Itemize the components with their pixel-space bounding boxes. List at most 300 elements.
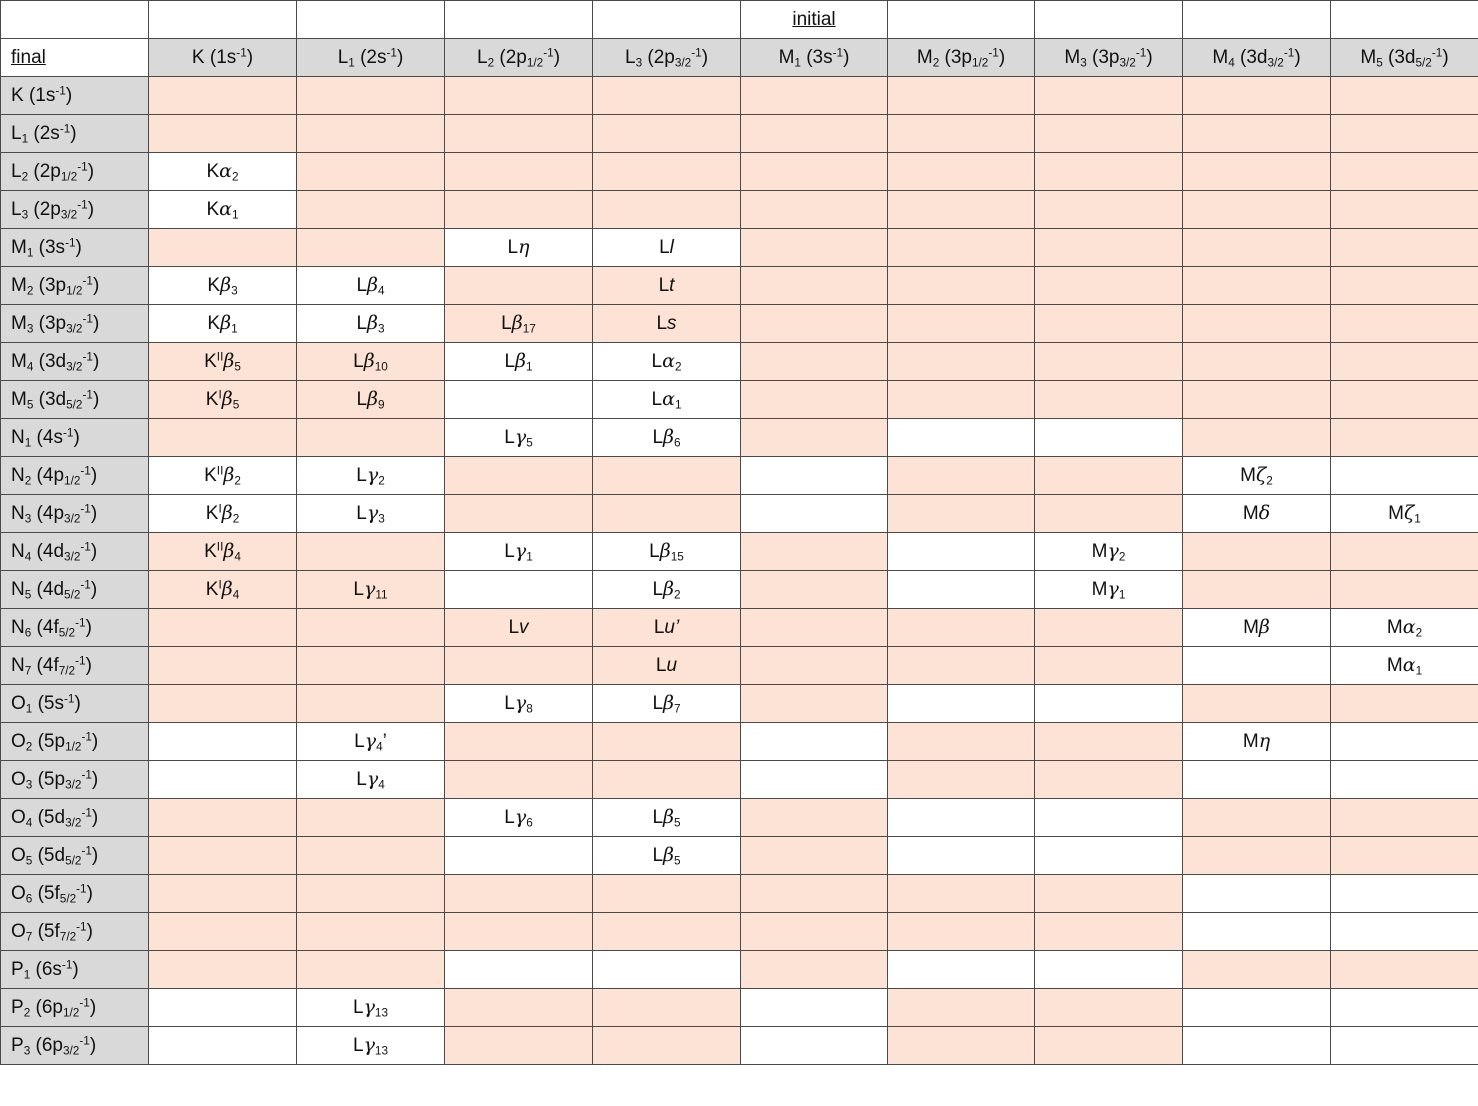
orbital: (3d — [33, 350, 67, 372]
line-superscript: II — [216, 540, 224, 554]
greek-letter: γ — [364, 578, 376, 600]
orbital-close: ) — [91, 730, 99, 752]
shell-name: N — [11, 426, 25, 448]
orbital-subscript: 5/2 — [65, 853, 82, 867]
line-letter: t — [669, 274, 675, 296]
transition-line-label — [652, 427, 680, 448]
orbital: (5d — [32, 844, 66, 866]
transition-line-label — [659, 237, 674, 258]
line-letter: u — [666, 654, 678, 676]
transition-cell — [297, 229, 445, 267]
transition-cell — [1183, 495, 1331, 533]
row-header — [1, 875, 149, 913]
transition-cell — [741, 951, 888, 989]
line-subscript: 5 — [526, 436, 533, 450]
greek-letter: δ — [1258, 502, 1271, 524]
line-series: L — [659, 236, 670, 258]
line-series: M — [1243, 617, 1259, 638]
transition-cell — [741, 609, 888, 647]
transition-cell — [149, 495, 297, 533]
table-row — [1, 343, 1478, 381]
greek-letter: β — [220, 274, 232, 296]
line-subscript: 5 — [674, 854, 681, 868]
orbital-superscript: -1 — [64, 692, 75, 706]
shell-subscript: 3 — [26, 321, 34, 335]
line-series: K — [207, 275, 221, 296]
transition-cell — [297, 343, 445, 381]
orbital-superscript: -1 — [80, 464, 91, 478]
greek-letter: β — [515, 350, 526, 372]
greek-letter: γ — [366, 502, 379, 524]
transition-cell — [1035, 761, 1183, 799]
shell-name: L — [476, 46, 488, 68]
orbital-superscript: -1 — [79, 996, 90, 1010]
line-series: L — [651, 351, 663, 372]
transition-cell — [888, 381, 1035, 419]
transition-cell — [888, 457, 1035, 495]
transition-cell — [1183, 115, 1331, 153]
table-row — [1, 913, 1478, 951]
line-subscript: 2 — [378, 474, 385, 488]
shell-subscript: 2 — [932, 55, 940, 69]
row-header — [1, 381, 149, 419]
transition-cell — [149, 533, 297, 571]
transition-cell — [149, 229, 297, 267]
shell-name: P — [11, 1034, 24, 1056]
transition-cell — [149, 153, 297, 191]
transition-cell — [1331, 533, 1478, 571]
transition-cell — [297, 913, 445, 951]
greek-letter: β — [220, 312, 232, 334]
transition-cell — [297, 381, 445, 419]
transition-cell — [593, 153, 741, 191]
transition-cell — [445, 115, 593, 153]
greek-letter: α — [662, 350, 675, 372]
transition-line-label — [356, 769, 384, 790]
table-row — [1, 723, 1478, 761]
shell-name: M — [11, 388, 27, 410]
transition-cell — [297, 153, 445, 191]
greek-letter: γ — [366, 464, 379, 486]
transition-cell — [1035, 229, 1183, 267]
greek-letter: γ — [366, 768, 379, 790]
line-series: L — [653, 616, 665, 638]
line-series: L — [652, 845, 664, 866]
line-subscript: 2 — [1266, 474, 1273, 488]
transition-line-label — [356, 313, 384, 334]
table-row — [1, 837, 1478, 875]
transition-cell — [445, 305, 593, 343]
transition-cell — [888, 609, 1035, 647]
transition-cell — [1035, 951, 1183, 989]
transition-line-label — [353, 579, 387, 600]
line-series: L — [507, 237, 519, 258]
line-series: K — [205, 579, 219, 600]
transition-line-label — [353, 351, 388, 372]
orbital-close: ) — [73, 426, 80, 448]
orbital: (3d — [1382, 46, 1416, 68]
row-header — [1, 457, 149, 495]
orbital-superscript: -1 — [80, 502, 91, 516]
shell-subscript: 4 — [1228, 55, 1235, 69]
transition-cell — [1183, 875, 1331, 913]
orbital: (2p — [28, 160, 61, 182]
shell-name: N — [11, 464, 25, 486]
table-row — [1, 115, 1478, 153]
header-row-initial — [1, 1, 1478, 39]
line-subscript: 7 — [674, 702, 681, 716]
transition-cell — [593, 305, 741, 343]
transition-cell — [741, 533, 888, 571]
shell-subscript: 3 — [25, 777, 33, 791]
orbital: (2p — [494, 46, 527, 68]
transition-cell — [297, 837, 445, 875]
orbital: (5f — [32, 882, 60, 904]
line-series: M — [1242, 503, 1259, 524]
transition-cell — [593, 533, 741, 571]
transition-line-label — [353, 1035, 388, 1056]
line-subscript: 9 — [378, 398, 385, 412]
column-header-8 — [1183, 39, 1331, 77]
orbital: (5p — [32, 768, 66, 790]
transition-cell — [445, 343, 593, 381]
line-subscript: 5 — [674, 816, 681, 830]
orbital-subscript: 5/2 — [66, 397, 83, 411]
transition-cell — [1331, 609, 1478, 647]
line-series: M — [1240, 465, 1256, 486]
transition-cell — [445, 799, 593, 837]
line-prime: ’ — [382, 731, 387, 752]
transition-cell — [445, 723, 593, 761]
transition-cell — [1183, 761, 1331, 799]
transition-cell — [888, 343, 1035, 381]
line-series: M — [1388, 503, 1404, 524]
orbital-close: ) — [65, 84, 73, 106]
table-row — [1, 229, 1478, 267]
transition-cell — [741, 685, 888, 723]
greek-letter: γ — [363, 996, 375, 1018]
line-series: L — [651, 389, 663, 410]
transition-line-label — [652, 351, 682, 372]
row-header — [1, 799, 149, 837]
transition-cell — [445, 647, 593, 685]
transition-cell — [1183, 989, 1331, 1027]
orbital-close: ) — [92, 388, 100, 410]
shell-name: O — [11, 806, 26, 828]
orbital-subscript: 5/2 — [64, 587, 81, 601]
row-header — [1, 647, 149, 685]
shell-name: K — [11, 84, 24, 106]
table-row — [1, 381, 1478, 419]
table-row — [1, 685, 1478, 723]
transition-line-label — [652, 807, 680, 828]
shell-subscript: 3 — [21, 207, 29, 221]
orbital-subscript: 3/2 — [1119, 55, 1136, 69]
orbital-superscript: -1 — [1431, 46, 1443, 60]
transition-cell — [888, 989, 1035, 1027]
transition-line-label — [206, 161, 238, 182]
orbital: (6s — [30, 958, 62, 980]
orbital: (3d — [33, 388, 67, 410]
transition-cell — [149, 913, 297, 951]
line-series: L — [652, 427, 664, 448]
orbital: (3p — [1086, 46, 1120, 68]
orbital: (1s — [204, 46, 237, 68]
shell-name: L — [11, 198, 22, 220]
greek-letter: β — [363, 350, 375, 372]
orbital-subscript: 3/2 — [62, 1043, 80, 1057]
transition-cell — [297, 685, 445, 723]
row-header — [1, 837, 149, 875]
orbital-subscript: 3/2 — [64, 511, 81, 525]
transition-cell — [888, 419, 1035, 457]
orbital-subscript: 1/2 — [64, 473, 81, 487]
orbital-close: ) — [86, 882, 93, 904]
transition-line-label — [204, 541, 241, 562]
shell-subscript: 1 — [24, 435, 32, 449]
line-subscript: 1 — [231, 208, 239, 222]
orbital: (5s — [32, 692, 65, 714]
transition-cell — [888, 761, 1035, 799]
line-letter: s — [667, 312, 677, 334]
greek-letter: α — [662, 388, 675, 410]
orbital-subscript: 1/2 — [66, 283, 83, 297]
shell-name: M — [1360, 46, 1377, 68]
orbital-close: ) — [90, 540, 98, 562]
transition-cell — [1331, 153, 1478, 191]
line-subscript: 1 — [526, 550, 533, 564]
greek-letter: β — [221, 502, 233, 524]
orbital: (3p — [939, 46, 972, 68]
transition-cell — [1331, 419, 1478, 457]
row-header — [1, 761, 149, 799]
shell-subscript: 3 — [1080, 55, 1087, 69]
transition-cell — [1331, 77, 1478, 115]
line-series: L — [504, 807, 515, 828]
orbital: (5p — [32, 730, 66, 752]
transition-cell — [741, 419, 888, 457]
table-row — [1, 533, 1478, 571]
transition-cell — [1331, 571, 1478, 609]
transition-cell — [297, 305, 445, 343]
shell-name: O — [11, 730, 26, 752]
transition-line-label — [501, 313, 536, 334]
orbital: (4p — [31, 464, 65, 486]
line-series: L — [353, 579, 364, 600]
transition-cell — [1035, 875, 1183, 913]
transition-cell — [1183, 229, 1331, 267]
orbital-superscript: -1 — [386, 46, 397, 60]
shell-name: O — [11, 692, 26, 714]
transition-line-label — [504, 351, 532, 372]
table-body — [1, 1, 1478, 1065]
orbital-subscript: 3/2 — [65, 815, 82, 829]
row-header — [1, 951, 149, 989]
transition-cell — [888, 495, 1035, 533]
transition-cell — [1331, 267, 1478, 305]
transition-cell — [1035, 647, 1183, 685]
transition-cell — [149, 381, 297, 419]
table-row — [1, 267, 1478, 305]
orbital-close: ) — [87, 160, 95, 182]
orbital-close: ) — [843, 46, 850, 68]
line-subscript: 3 — [231, 284, 238, 298]
transition-cell — [593, 989, 741, 1027]
line-series: K — [206, 199, 220, 220]
final-label: final — [11, 46, 46, 68]
line-series: L — [504, 351, 516, 372]
orbital-close: ) — [87, 198, 95, 220]
orbital-superscript: -1 — [75, 616, 86, 630]
greek-letter: β — [367, 388, 378, 410]
transition-cell — [1035, 419, 1183, 457]
transition-cell — [149, 989, 297, 1027]
orbital-subscript: 5/2 — [1415, 55, 1432, 69]
line-superscript: I — [218, 388, 222, 402]
row-header — [1, 1027, 149, 1065]
orbital: (2s — [354, 46, 387, 68]
line-series: L — [356, 389, 368, 410]
greek-letter: η — [518, 236, 530, 258]
transition-cell — [1035, 1027, 1183, 1065]
orbital-close: ) — [90, 578, 98, 600]
table-row — [1, 989, 1478, 1027]
orbital-superscript: -1 — [81, 730, 92, 744]
transition-cell — [593, 875, 741, 913]
line-subscript: 13 — [374, 1044, 389, 1058]
header-spacer-cell — [445, 1, 593, 39]
transition-cell — [1035, 799, 1183, 837]
transition-line-label — [1243, 503, 1270, 524]
orbital-close: ) — [90, 464, 98, 486]
line-subscript: 15 — [670, 550, 684, 564]
transition-cell — [741, 191, 888, 229]
transition-line-label — [652, 579, 680, 600]
orbital: (1s — [23, 84, 56, 106]
transition-cell — [1331, 723, 1478, 761]
transition-cell — [741, 267, 888, 305]
row-header — [1, 77, 149, 115]
transition-cell — [445, 77, 593, 115]
orbital-superscript: -1 — [81, 806, 92, 820]
transition-cell — [593, 571, 741, 609]
transition-cell — [445, 495, 593, 533]
row-header — [1, 229, 149, 267]
line-letter: u’ — [664, 616, 680, 638]
greek-letter: α — [1402, 654, 1416, 676]
transition-cell — [1183, 305, 1331, 343]
transition-cell — [1035, 495, 1183, 533]
orbital-close: ) — [85, 616, 92, 638]
transition-cell — [888, 875, 1035, 913]
greek-letter: β — [223, 464, 235, 486]
transition-cell — [593, 837, 741, 875]
greek-letter: β — [367, 312, 378, 334]
transition-cell — [1183, 1027, 1331, 1065]
shell-name: M — [778, 46, 795, 68]
transition-cell — [297, 647, 445, 685]
line-subscript: 2 — [1415, 626, 1423, 640]
row-header — [1, 609, 149, 647]
line-superscript: II — [216, 350, 224, 364]
orbital: (3s — [33, 236, 66, 258]
orbital-close: ) — [72, 958, 79, 980]
transition-cell — [741, 1027, 888, 1065]
greek-letter: β — [221, 388, 233, 410]
transition-cell — [1035, 153, 1183, 191]
table-row — [1, 191, 1478, 229]
orbital-superscript: -1 — [80, 540, 91, 554]
transition-cell — [149, 1027, 297, 1065]
transition-cell — [1183, 685, 1331, 723]
line-subscript: 1 — [674, 398, 682, 412]
line-superscript: I — [218, 578, 222, 592]
transition-line-label — [656, 313, 676, 334]
shell-subscript: 4 — [24, 549, 32, 563]
orbital-close: ) — [553, 46, 561, 68]
transition-cell — [297, 191, 445, 229]
column-header-3 — [445, 39, 593, 77]
line-subscript: 17 — [522, 322, 536, 336]
transition-cell — [741, 837, 888, 875]
line-subscript: 2 — [674, 360, 682, 374]
transition-line-label — [659, 275, 675, 296]
line-subscript: 10 — [374, 360, 388, 374]
orbital-superscript: -1 — [65, 236, 76, 250]
transition-cell — [888, 1027, 1035, 1065]
orbital-close: ) — [91, 768, 99, 790]
transition-cell — [445, 191, 593, 229]
transition-cell — [445, 457, 593, 495]
table-row — [1, 495, 1478, 533]
line-series: M — [1242, 731, 1259, 752]
orbital-superscript: -1 — [1135, 46, 1147, 60]
transition-cell — [741, 305, 888, 343]
greek-letter: α — [219, 198, 232, 220]
transition-cell — [1331, 799, 1478, 837]
transition-cell — [1035, 115, 1183, 153]
orbital-superscript: -1 — [832, 46, 844, 60]
orbital-superscript: -1 — [76, 882, 87, 896]
orbital-subscript: 1/2 — [65, 739, 82, 753]
transition-line-label — [652, 845, 680, 866]
transition-cell — [149, 571, 297, 609]
line-subscript: 2 — [674, 588, 681, 602]
transition-cell — [1183, 723, 1331, 761]
transition-cell — [445, 571, 593, 609]
transition-cell — [741, 647, 888, 685]
shell-subscript: 7 — [25, 929, 33, 943]
shell-subscript: 5 — [24, 587, 32, 601]
line-series: L — [352, 997, 364, 1018]
orbital-subscript: 3/2 — [66, 359, 83, 373]
transition-cell — [741, 229, 888, 267]
transition-cell — [297, 533, 445, 571]
transition-cell — [888, 951, 1035, 989]
orbital-subscript: 3/2 — [60, 207, 78, 221]
orbital-subscript: 5/2 — [59, 891, 77, 905]
transition-cell — [1183, 343, 1331, 381]
orbital-close: ) — [74, 692, 81, 714]
line-subscript: 2 — [234, 474, 241, 488]
transition-cell — [445, 229, 593, 267]
orbital-subscript: 1/2 — [526, 55, 544, 69]
orbital-superscript: -1 — [82, 388, 93, 402]
orbital: (5d — [32, 806, 66, 828]
column-header-2 — [297, 39, 445, 77]
column-header-4 — [593, 39, 741, 77]
transition-cell — [888, 723, 1035, 761]
